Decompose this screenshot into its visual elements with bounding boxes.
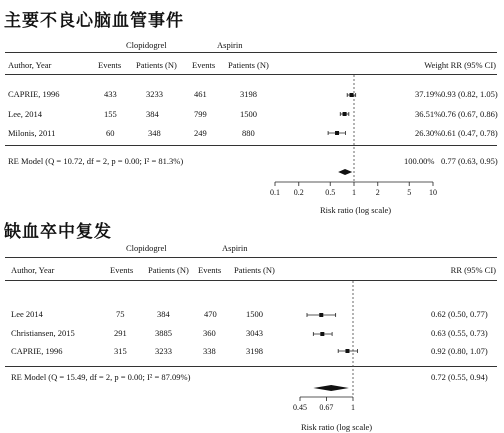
x-tick-label: 0.1 [270, 188, 280, 197]
point-estimate [345, 349, 349, 353]
patients-aspirin: 3198 [246, 346, 263, 356]
x-axis-label: Risk ratio (log scale) [301, 422, 373, 432]
patients-clopidogrel: 3233 [155, 346, 172, 356]
col-header-patients-2: Patients (N) [228, 60, 269, 70]
panel-title: 缺血卒中复发 [4, 222, 112, 242]
group-header-aspirin: Aspirin [217, 40, 243, 50]
patients-aspirin: 1500 [246, 309, 263, 319]
study-weight: 36.51% [415, 109, 442, 119]
study-label: Lee, 2014 [8, 109, 42, 119]
patients-clopidogrel: 348 [148, 128, 161, 138]
study-label: Lee 2014 [11, 309, 43, 319]
study-label: Christiansen, 2015 [11, 328, 75, 338]
x-tick-label: 0.2 [293, 188, 304, 197]
summary-label: RE Model (Q = 15.49, df = 2, p = 0.00; I² = 87.09%) [11, 372, 191, 382]
x-tick-label: 1 [351, 403, 355, 412]
patients-aspirin: 1500 [240, 109, 257, 119]
summary-weight: 100.00% [404, 156, 435, 166]
point-estimate [319, 313, 323, 317]
patients-clopidogrel: 3233 [146, 89, 163, 99]
forest-panel-stroke [0, 215, 504, 433]
x-tick-label: 2 [375, 188, 380, 197]
events-aspirin: 338 [203, 346, 216, 356]
x-tick-label: 0.5 [325, 188, 336, 197]
study-ci: 0.62 (0.50, 0.77) [431, 309, 488, 319]
col-header-events-2: Events [198, 265, 222, 275]
patients-aspirin: 880 [242, 128, 255, 138]
x-tick-label: 0.45 [293, 403, 307, 412]
point-estimate [320, 332, 324, 336]
col-header-events-1: Events [110, 265, 134, 275]
study-weight: 26.30% [415, 128, 442, 138]
patients-aspirin: 3198 [240, 89, 257, 99]
events-clopidogrel: 433 [104, 89, 117, 99]
patients-aspirin: 3043 [246, 328, 263, 338]
events-aspirin: 470 [204, 309, 217, 319]
point-estimate [335, 131, 339, 135]
col-header-events-2: Events [192, 60, 216, 70]
x-tick-label: 0.67 [319, 403, 334, 412]
summary-label: RE Model (Q = 10.72, df = 2, p = 0.00; I² = 81.3%) [8, 156, 184, 166]
point-estimate [350, 93, 354, 97]
col-header-rr: RR (95% CI) [450, 265, 496, 275]
group-header-clopidogrel: Clopidogrel [126, 243, 167, 253]
summary-ci: 0.72 (0.55, 0.94) [431, 372, 488, 382]
study-weight: 37.19% [415, 89, 442, 99]
forest-panel-mace [0, 0, 504, 215]
events-clopidogrel: 155 [104, 109, 117, 119]
study-ci: 0.76 (0.67, 0.86) [441, 109, 498, 119]
patients-clopidogrel: 384 [157, 309, 170, 319]
patients-clopidogrel: 384 [146, 109, 159, 119]
summary-ci: 0.77 (0.63, 0.95) [441, 156, 498, 166]
events-clopidogrel: 315 [114, 346, 127, 356]
x-tick-label: 5 [407, 188, 412, 197]
col-header-weight-rr: Weight RR (95% CI) [424, 60, 496, 70]
events-clopidogrel: 291 [114, 328, 127, 338]
study-ci: 0.92 (0.80, 1.07) [431, 346, 488, 356]
col-header-author: Author, Year [8, 60, 52, 70]
col-header-author: Author, Year [11, 265, 55, 275]
events-clopidogrel: 60 [106, 128, 115, 138]
col-header-patients-1: Patients (N) [148, 265, 189, 275]
study-ci: 0.63 (0.55, 0.73) [431, 328, 488, 338]
x-axis-label: Risk ratio (log scale) [320, 205, 392, 215]
study-label: Milonis, 2011 [8, 128, 56, 138]
x-tick-label: 1 [352, 188, 356, 197]
group-header-aspirin: Aspirin [222, 243, 248, 253]
col-header-patients-1: Patients (N) [136, 60, 177, 70]
forest-plot-area [0, 0, 504, 215]
events-aspirin: 360 [203, 328, 216, 338]
group-header-clopidogrel: Clopidogrel [126, 40, 167, 50]
summary-diamond [338, 169, 352, 175]
events-aspirin: 461 [194, 89, 207, 99]
study-label: CAPRIE, 1996 [8, 89, 60, 99]
events-clopidogrel: 75 [116, 309, 125, 319]
events-aspirin: 799 [194, 109, 207, 119]
x-tick-label: 10 [429, 188, 437, 197]
study-ci: 0.93 (0.82, 1.05) [441, 89, 498, 99]
col-header-events-1: Events [98, 60, 122, 70]
study-label: CAPRIE, 1996 [11, 346, 63, 356]
summary-diamond [313, 385, 349, 391]
panel-title: 主要不良心脑血管事件 [4, 11, 184, 31]
events-aspirin: 249 [194, 128, 207, 138]
forest-plot-area [0, 215, 504, 433]
patients-clopidogrel: 3885 [155, 328, 172, 338]
study-ci: 0.61 (0.47, 0.78) [441, 128, 498, 138]
point-estimate [343, 112, 347, 116]
col-header-patients-2: Patients (N) [234, 265, 275, 275]
